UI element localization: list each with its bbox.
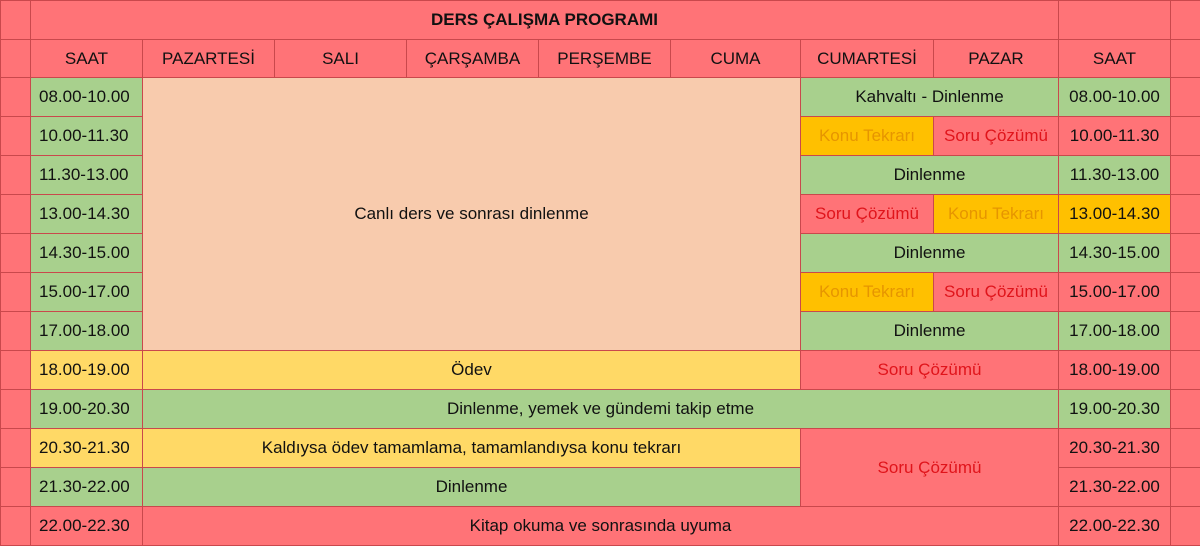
time-cell: 21.30-22.00 [31,468,143,507]
time-cell-right: 22.00-22.30 [1059,507,1171,546]
saturday-review: Konu Tekrarı [801,117,934,156]
saturday-practice: Soru Çözümü [801,195,934,234]
edge-cell [1,507,31,546]
edge-cell [1171,468,1200,507]
edge-cell [1171,312,1200,351]
edge-cell [1,312,31,351]
time-cell-right: 17.00-18.00 [1059,312,1171,351]
time-cell: 11.30-13.00 [31,156,143,195]
sunday-practice: Soru Çözümü [934,273,1059,312]
time-cell: 20.30-21.30 [31,429,143,468]
time-cell: 18.00-19.00 [31,351,143,390]
sunday-practice: Soru Çözümü [934,117,1059,156]
schedule-title: DERS ÇALIŞMA PROGRAMI [31,1,1059,40]
weekend-practice: Soru Çözümü [801,351,1059,390]
header-time-right: SAAT [1059,40,1171,78]
edge-cell [1171,156,1200,195]
live-lesson-block: Canlı ders ve sonrası dinlenme [143,78,801,351]
table-row [1,390,1200,429]
time-cell: 08.00-10.00 [31,78,143,117]
weekend-practice-late: Soru Çözümü [801,429,1059,507]
table-row [1,351,1200,390]
title-row [1,1,1200,40]
homework-block: Ödev [143,351,801,390]
edge-cell [1,234,31,273]
table-row [1,429,1200,468]
header-monday: PAZARTESİ [143,40,275,78]
weekend-rest: Dinlenme [801,156,1059,195]
edge-cell [1171,234,1200,273]
time-cell-right: 14.30-15.00 [1059,234,1171,273]
dinner-block: Dinlenme, yemek ve gündemi takip etme [143,390,1059,429]
time-cell-right: 21.30-22.00 [1059,468,1171,507]
header-tuesday: SALI [275,40,407,78]
edge-cell [1171,390,1200,429]
edge-cell [1171,78,1200,117]
time-cell-right: 20.30-21.30 [1059,429,1171,468]
edge-cell [1,117,31,156]
time-cell-right: 08.00-10.00 [1059,78,1171,117]
completion-block: Kaldıysa ödev tamamlama, tamamlandıysa konu tekrarı [143,429,801,468]
time-cell-right: 15.00-17.00 [1059,273,1171,312]
weekend-rest: Dinlenme [801,312,1059,351]
edge-cell [1,1,31,40]
time-cell: 22.00-22.30 [31,507,143,546]
edge-cell [1,429,31,468]
edge-cell [1059,1,1171,40]
edge-cell [1,156,31,195]
time-cell-right: 18.00-19.00 [1059,351,1171,390]
header-wednesday: ÇARŞAMBA [407,40,539,78]
edge-cell [1,468,31,507]
edge-cell [1,40,31,78]
time-cell-right: 19.00-20.30 [1059,390,1171,429]
sunday-review: Konu Tekrarı [934,195,1059,234]
time-cell: 17.00-18.00 [31,312,143,351]
edge-cell [1171,429,1200,468]
weekend-breakfast: Kahvaltı - Dinlenme [801,78,1059,117]
time-cell-right: 11.30-13.00 [1059,156,1171,195]
edge-cell [1171,1,1200,40]
header-time: SAAT [31,40,143,78]
time-cell: 14.30-15.00 [31,234,143,273]
edge-cell [1,351,31,390]
weekend-rest: Dinlenme [801,234,1059,273]
time-cell: 19.00-20.30 [31,390,143,429]
header-friday: CUMA [671,40,801,78]
header-row [1,40,1200,78]
header-saturday: CUMARTESİ [801,40,934,78]
edge-cell [1,78,31,117]
edge-cell [1171,40,1200,78]
header-thursday: PERŞEMBE [539,40,671,78]
header-sunday: PAZAR [934,40,1059,78]
table-row [1,78,1200,117]
time-cell: 10.00-11.30 [31,117,143,156]
reading-block: Kitap okuma ve sonrasında uyuma [143,507,1059,546]
edge-cell [1171,351,1200,390]
weekday-rest-block: Dinlenme [143,468,801,507]
edge-cell [1171,273,1200,312]
time-cell-right: 10.00-11.30 [1059,117,1171,156]
edge-cell [1,195,31,234]
time-cell: 15.00-17.00 [31,273,143,312]
edge-cell [1171,507,1200,546]
saturday-review: Konu Tekrarı [801,273,934,312]
edge-cell [1171,195,1200,234]
edge-cell [1,390,31,429]
table-row [1,507,1200,546]
time-cell: 13.00-14.30 [31,195,143,234]
edge-cell [1,273,31,312]
time-cell-right: 13.00-14.30 [1059,195,1171,234]
edge-cell [1171,117,1200,156]
